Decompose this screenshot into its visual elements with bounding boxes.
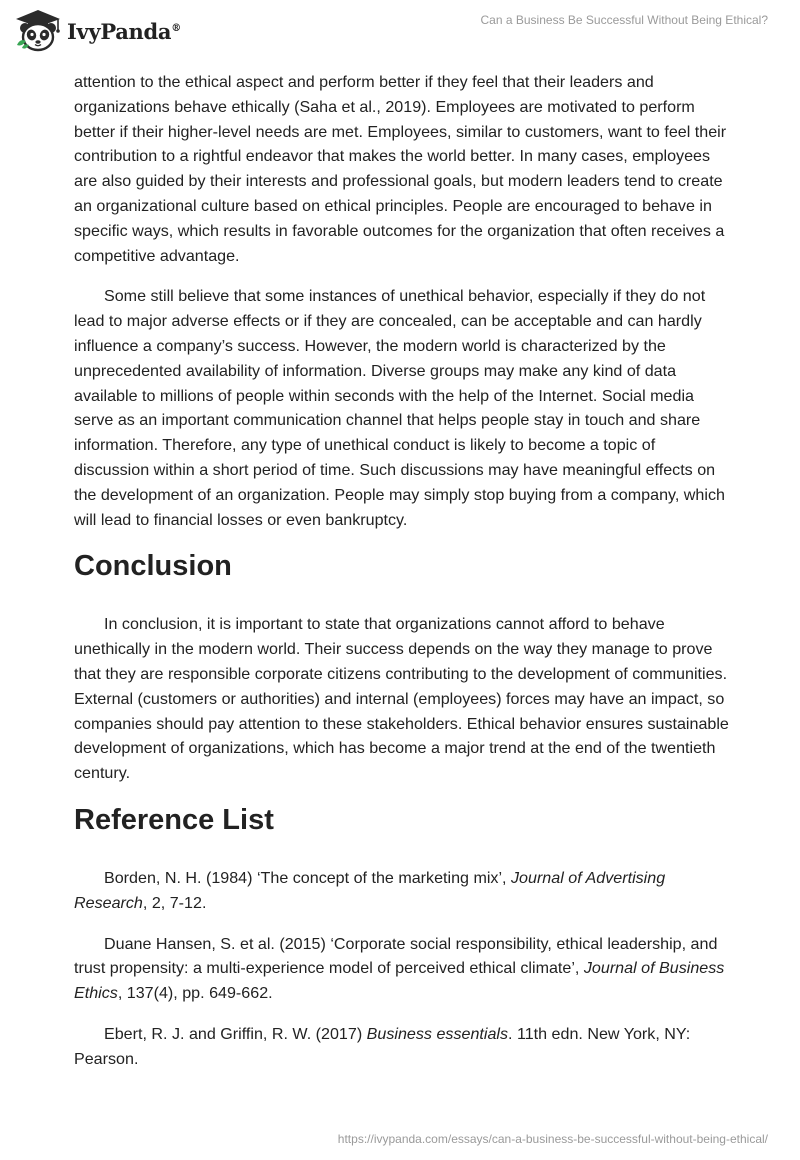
reference-item: Borden, N. H. (1984) ‘The concept of the marketing mix’, Journal of Advertising Research, 2, 7-12.	[74, 868, 666, 912]
conclusion-heading: Conclusion	[74, 550, 232, 583]
document-title: Can a Business Be Successful Without Being Ethical?	[480, 13, 768, 27]
panda-graduate-icon	[14, 8, 62, 52]
conclusion-paragraph: In conclusion, it is important to state that organizations cannot afford to behave unethically in the modern world. Their success depends on the way they manage to prove that they are responsible corporate citizens contributing to the development of communities. External (customers or authorities) and internal (employees) forces may have an impact, so companies should pay attention to these stakeholders. Ethical behavior ensures sustainable development of organizations, which has become a major trend at the end of the twentieth century.	[74, 615, 729, 783]
reference-item: Duane Hansen, S. et al. (2015) ‘Corporate social responsibility, ethical leadership, and trust propensity: a multi-experience model of perceived ethical climate’, Journal of Business Ethics, 137(4), pp. 649-662.	[74, 934, 725, 1003]
brand-name: IvyPanda®	[67, 18, 181, 44]
reference-list-heading: Reference List	[74, 803, 274, 836]
page-header	[0, 0, 800, 66]
paragraph: Some still believe that some instances of unethical behavior, especially if they do not lead to major adverse effects or if they are concealed, can be acceptable and can hardly influence a company’s success. However, the modern world is characterized by the unprecedented availability of information. Diverse groups may make any kind of data available to millions of people within seconds with the help of the Internet. Social media serve as an important communication channel that helps people stay in touch and share information. Therefore, any type of unethical conduct is likely to become a topic of discussion within a short period of time. Such discussions may have meaningful effects on the development of an organization. People may simply stop buying from a company, which will lead to financial losses or even bankruptcy.	[74, 287, 725, 529]
essay-body	[74, 70, 730, 1088]
reference-item: Ebert, R. J. and Griffin, R. W. (2017) Business essentials. 11th edn. New York, NY: Pearson.	[74, 1024, 691, 1068]
paragraph-continued: attention to the ethical aspect and perform better if they feel that their leaders and organizations behave ethically (Saha et al., 2019). Employees are motivated to perform better if their higher-level needs are met. Employees, similar to customers, want to feel their contribution to a rightful endeavor that makes the world better. In many cases, employees are also guided by their interests and professional goals, but modern leaders tend to create an organizational culture based on ethical principles. People are encouraged to behave in specific ways, which results in favorable outcomes for the organization that often receives a competitive advantage.	[74, 73, 727, 265]
ivypanda-logo[interactable]	[14, 8, 181, 52]
source-url[interactable]: https://ivypanda.com/essays/can-a-business-be-successful-without-being-ethical/	[337, 1132, 768, 1146]
